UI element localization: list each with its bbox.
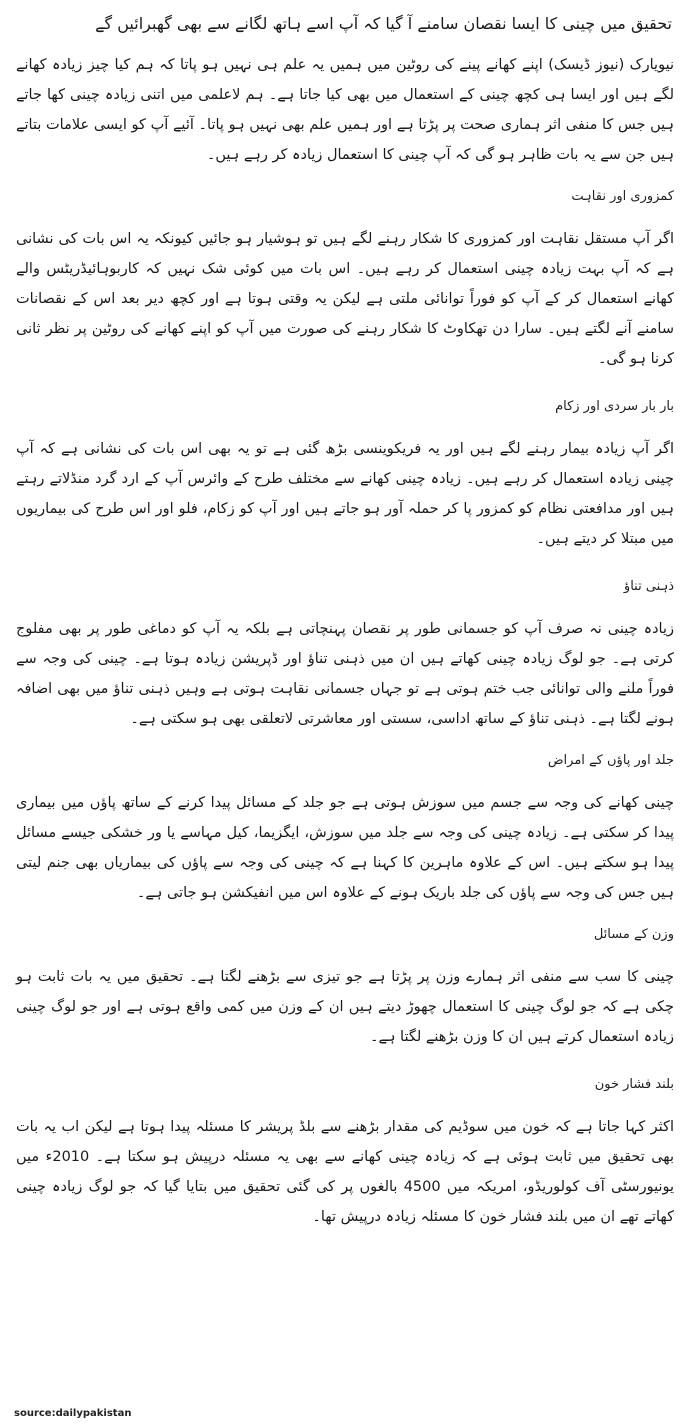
section-body-weight: چینی کا سب سے منفی اثر ہمارے وزن پر پڑتا ہے جو تیزی سے بڑھنے لگتا ہے۔ تحقیق میں یہ بات ثابت ہو چکی ہے کہ جو لوگ چینی کا استعمال چھوڑ دیتے ہیں ان کے وزن میں کمی واقع ہوتی ہے اور جو لوگ چینی زیادہ استعمال کرتے ہیں ان کا وزن بڑھنے لگتا ہے۔ bbox=[16, 969, 674, 1045]
section-body-blood-pressure: اکثر کہا جاتا ہے کہ خون میں سوڈیم کی مقدار بڑھنے سے بلڈ پریشر کا مسئلہ پیدا ہوتا ہے لیکن اب یہ بات بھی تحقیق میں ثابت ہوئی ہے کہ زیادہ چینی کھانے سے بھی یہ مسئلہ درپیش ہو سکتا ہے۔ 2010ء میں یونیورسٹی آف کولوریڈو، امریکہ میں 4500 بالغوں پر کی گئی تحقیق میں بتایا گیا کہ جو لوگ زیادہ چینی کھاتے تھے ان میں بلند فشار خون کا مسئلہ زیادہ درپیش تھا۔ bbox=[16, 1119, 675, 1225]
section-heading-weakness: کمزوری اور نقاہت bbox=[571, 189, 674, 204]
article-headline: تحقیق میں چینی کا ایسا نقصان سامنے آ گیا کہ آپ اسے ہاتھ لگانے سے بھی گھبرائیں گے bbox=[95, 14, 672, 33]
section-heading-stress: ذہنی تناؤ bbox=[623, 579, 674, 594]
section-body-weakness: اگر آپ مستقل نقاہت اور کمزوری کا شکار رہنے لگے ہیں تو ہوشیار ہو جائیں کیونکہ یہ اس بات کی نشانی ہے کہ آپ بہت زیادہ چینی استعمال کر رہے ہیں۔ اس بات میں کوئی شک نہیں کہ کاربوہائیڈریٹس والے کھانے استعمال کر کے آپ کو فوراً توانائی ملتی ہے لیکن یہ وقتی ہوتا ہے اور کچھ دیر بعد اس کے نقصانات سامنے آنے لگتے ہیں۔ سارا دن تھکاوٹ کا شکار رہنے کی صورت میں آپ کو اپنے کھانے کی روٹین پر نظر ثانی کرنا ہو گی۔ bbox=[16, 231, 674, 367]
section-body-skin: چینی کھانے کی وجہ سے جسم میں سوزش ہوتی ہے جو جلد کے مسائل پیدا کرنے کے ساتھ پاؤں میں بیماری پیدا کر سکتی ہے۔ زیادہ چینی کی وجہ سے جلد میں سوزش، ایگزیما، کیل مہاسے یا ور خشکی جیسے مسائل پیدا ہو سکتے ہیں۔ اس کے علاوہ ماہرین کا کہنا ہے کہ چینی کی وجہ سے پاؤں کی بیماریاں بھی جنم لیتی ہیں جس کی وجہ سے پاؤں کی جلد باریک ہونے کے علاوہ اس میں انفیکشن ہو جاتی ہے۔ bbox=[16, 795, 674, 901]
section-body-stress: زیادہ چینی نہ صرف آپ کو جسمانی طور پر نقصان پہنچاتی ہے بلکہ یہ آپ کو دماغی طور پر بھی مفلوج کرتی ہے۔ جو لوگ زیادہ چینی کھاتے ہیں ان میں ذہنی تناؤ اور ڈپریشن زیادہ ہوتا ہے۔ چینی کی وجہ سے فوراً ملنے والی توانائی جب ختم ہوتی ہے تو جہاں جسمانی نقاہت ہوتی ہے وہیں ذہنی تناؤ میں بھی اضافہ ہونے لگتا ہے۔ ذہنی تناؤ کے ساتھ اداسی، سستی اور معاشرتی لاتعلقی بھی ہو سکتی ہے۔ bbox=[16, 621, 674, 727]
section-heading-skin: جلد اور پاؤں کے امراض bbox=[547, 753, 674, 768]
section-heading-colds: بار بار سردی اور زکام bbox=[555, 399, 674, 414]
section-body-colds: اگر آپ زیادہ بیمار رہنے لگے ہیں اور یہ فریکوینسی بڑھ گئی ہے تو یہ بھی اس بات کی نشانی ہے کہ آپ چینی زیادہ استعمال کر رہے ہیں۔ زیادہ چینی کھانے سے مختلف طرح کے وائرس آپ کے ارد گرد منڈلاتے رہتے ہیں اور مدافعتی نظام کو کمزور پا کر حملہ آور ہو جاتے ہیں اور آپ کو زکام، فلو اور اس طرح کی بیماریوں میں مبتلا کر دیتے ہیں۔ bbox=[16, 441, 674, 547]
section-heading-blood-pressure: بلند فشار خون bbox=[594, 1077, 674, 1092]
intro-paragraph: نیویارک (نیوز ڈیسک) اپنے کھانے پینے کی روٹین میں ہمیں یہ علم ہی نہیں ہو پاتا کہ ہم کیا چیز زیادہ کھانے لگے ہیں اور ایسا ہی کچھ چینی کے استعمال میں بھی کیا جاتا ہے۔ ہم لاعلمی میں اتنی زیادہ چینی کھا جاتے ہیں جس کا منفی اثر ہماری صحت پر پڑتا ہے اور ہمیں علم بھی نہیں ہو پاتا۔ آئیے آپ کو ایسی علامات بتاتے ہیں جن سے یہ بات ظاہر ہو گی کہ آپ چینی کا استعمال زیادہ کر رہے ہیں۔ bbox=[16, 57, 674, 163]
source-credit: source:dailypakistan bbox=[14, 1408, 132, 1419]
section-heading-weight: وزن کے مسائل bbox=[593, 927, 674, 942]
